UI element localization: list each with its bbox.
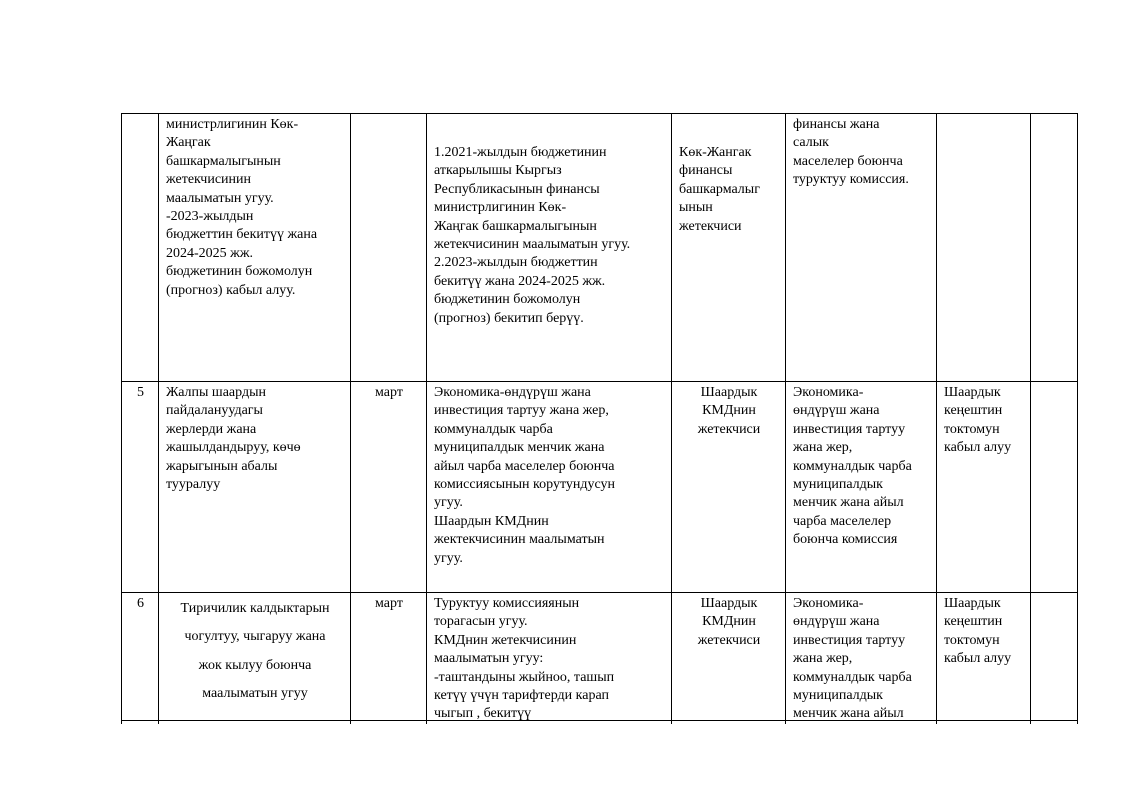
responsible-cell: Көк-Жангак финансы башкармалыг ынын жетекчиси	[672, 114, 786, 382]
commission-cell: Экономика- өндүрүш жана инвестиция тартуу жана жер, коммуналдык чарба муниципалдык менчик жана айыл чарба маселелер боюнча комиссия	[786, 382, 937, 593]
commission-cell: Экономика- өндүрүш жана инвестиция тартуу жана жер, коммуналдык чарба муниципалдык менчик жана айыл	[786, 593, 937, 724]
plan-table	[121, 113, 1078, 724]
content-cell: 1.2021-жылдын бюджетинин аткарылышы Кыргыз Республикасынын финансы министрлигинин Көк- Жаңгак башкармалыгынын жетекчисинин маалыматын угуу. 2.2023-жылдын бюджеттин бекитүү жана 2024-2025 жж. бюджетинин божомолун (прогноз) бекитип берүү.	[427, 114, 672, 382]
content-cell: Экономика-өндүрүш жана инвестиция тартуу жана жер, коммуналдык чарба муниципалдык менчик жана айыл чарба маселелер боюнча комиссиясынын корутундусун угуу. Шаардын КМДнин жектекчисинин маалыматын угуу.	[427, 382, 672, 593]
note-cell	[1031, 114, 1078, 382]
table-row	[122, 382, 1078, 593]
event-cell: министрлигинин Көк- Жаңгак башкармалыгынын жетекчисинин маалыматын угуу. -2023-жылдын бюджеттин бекитүү жана 2024-2025 жж. бюджетинин божомолун (прогноз) кабыл алуу.	[159, 114, 351, 382]
content-cell: Туруктуу комиссияянын торагасын угуу. КМДнин жетекчисинин маалыматын угуу: -таштандыны жыйноо, ташып кетүү үчүн тарифтерди карап чыгып , бекитүү	[427, 593, 672, 724]
row-number: 6	[122, 593, 159, 724]
responsible-cell: Шаардык КМДнин жетекчиси	[672, 593, 786, 724]
commission-cell: финансы жана салык маселелер боюнча туруктуу комиссия.	[786, 114, 937, 382]
event-cell: Жалпы шаардын пайдалануудагы жерлерди жана жашылдандыруу, көчө жарыгынын абалы тууралуу	[159, 382, 351, 593]
month-cell: март	[351, 593, 427, 724]
month-cell: март	[351, 382, 427, 593]
note-cell	[1031, 382, 1078, 593]
table-row	[122, 593, 1078, 724]
result-cell: Шаардык кеңештин токтомун кабыл алуу	[937, 382, 1031, 593]
table-bottom-rule	[121, 720, 1077, 721]
row-number	[122, 114, 159, 382]
month-cell	[351, 114, 427, 382]
result-cell	[937, 114, 1031, 382]
row-number: 5	[122, 382, 159, 593]
note-cell	[1031, 593, 1078, 724]
responsible-cell: Шаардык КМДнин жетекчиси	[672, 382, 786, 593]
table-row	[122, 114, 1078, 382]
result-cell: Шаардык кеңештин токтомун кабыл алуу	[937, 593, 1031, 724]
event-cell: Тиричилик калдыктарын чогултуу, чыгаруу жана жок кылуу боюнча маалыматын угуу	[159, 593, 351, 724]
